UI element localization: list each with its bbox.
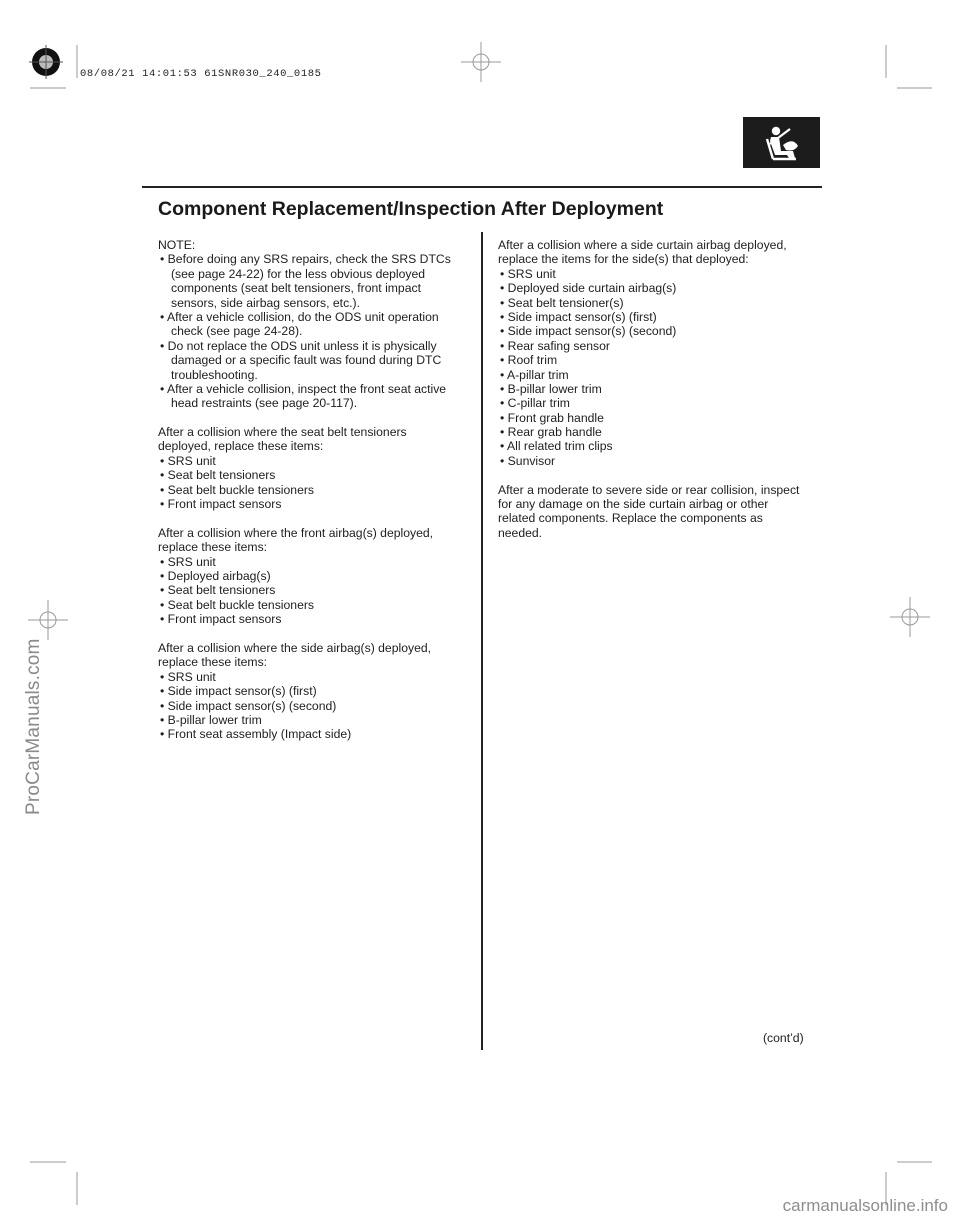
list-item: • B-pillar lower trim	[498, 382, 818, 396]
list-item: • Sunvisor	[498, 454, 818, 468]
section-front-airbags	[158, 526, 473, 627]
registration-target-icon	[29, 45, 63, 79]
list-item: • Seat belt tensioners	[158, 583, 473, 597]
list-item: • Deployed side curtain airbag(s)	[498, 281, 818, 295]
closing-paragraph: for any damage on the side curtain airbag or other	[498, 497, 769, 512]
section-intro: After a collision where a side curtain airbag deployed,	[498, 238, 787, 252]
continued-label: (cont’d)	[763, 1031, 804, 1045]
closing-paragraph: related components. Replace the components as	[498, 511, 763, 526]
section-side-airbags	[158, 641, 473, 742]
section-seat-belt-tensioners	[158, 425, 473, 511]
list-item: • Deployed airbag(s)	[158, 569, 473, 583]
list-item: • Side impact sensor(s) (first)	[158, 684, 473, 698]
section-intro: After a collision where the seat belt tensioners	[158, 425, 407, 440]
list-item: • Side impact sensor(s) (second)	[498, 324, 818, 338]
column-divider	[481, 232, 483, 1050]
note-item: • Do not replace the ODS unit unless it is physically damaged or a specific fault was found during DTC troubleshooting.	[158, 339, 473, 382]
note-item: • After a vehicle collision, inspect the front seat active head restraints (see page 20-117).	[158, 382, 473, 411]
list-item: • Seat belt tensioners	[158, 468, 473, 482]
list-item: • C-pillar trim	[498, 396, 818, 410]
side-watermark: ProCarManuals.com	[23, 638, 44, 815]
footer-watermark: carmanualsonline.info	[782, 1196, 948, 1215]
list-item: • Rear safing sensor	[498, 339, 818, 353]
list-item: • Rear grab handle	[498, 425, 818, 439]
list-item: • B-pillar lower trim	[158, 713, 473, 727]
list-item: • SRS unit	[158, 454, 473, 468]
list-item: • SRS unit	[158, 670, 473, 684]
left-column	[158, 238, 473, 742]
list-item: • Front impact sensors	[158, 497, 473, 511]
page-title: Component Replacement/Inspection After Deployment	[158, 198, 664, 220]
list-item: • Front grab handle	[498, 411, 818, 425]
section-intro: replace these items:	[158, 655, 268, 670]
note-label: NOTE:	[158, 238, 196, 252]
header-rule	[142, 186, 822, 188]
seat-belt-airbag-icon	[743, 117, 820, 168]
list-item: • Side impact sensor(s) (first)	[498, 310, 818, 324]
closing-paragraph: needed.	[498, 525, 543, 540]
list-item: • Side impact sensor(s) (second)	[158, 699, 473, 713]
note-item: • After a vehicle collision, do the ODS unit operation check (see page 24-28).	[158, 310, 473, 339]
list-item: • A-pillar trim	[498, 368, 818, 382]
closing-paragraph: After a moderate to severe side or rear collision, inspect	[498, 482, 800, 497]
list-item: • Seat belt buckle tensioners	[158, 598, 473, 612]
list-item: • Seat belt tensioner(s)	[498, 296, 818, 310]
print-timestamp: 08/08/21 14:01:53 61SNR030_240_0185	[80, 68, 322, 80]
note-item: • Before doing any SRS repairs, check the SRS DTCs (see page 24-22) for the less obvious deployed components (seat belt tensioners, front impact sensors, side airbag sensors, etc.).	[158, 252, 473, 310]
list-item: • Seat belt buckle tensioners	[158, 483, 473, 497]
list-item: • SRS unit	[158, 555, 473, 569]
list-item: • Front seat assembly (Impact side)	[158, 727, 473, 741]
section-intro: replace these items:	[158, 540, 268, 555]
list-item: • Front impact sensors	[158, 612, 473, 626]
section-intro: After a collision where the front airbag(s) deployed,	[158, 525, 434, 540]
section-intro: After a collision where the side airbag(s) deployed,	[158, 640, 432, 655]
list-item: • Roof trim	[498, 353, 818, 367]
list-item: • All related trim clips	[498, 439, 818, 453]
right-column	[498, 238, 818, 540]
section-intro: replace the items for the side(s) that deployed:	[498, 252, 749, 267]
list-item: • SRS unit	[498, 267, 818, 281]
section-intro: deployed, replace these items:	[158, 439, 324, 454]
